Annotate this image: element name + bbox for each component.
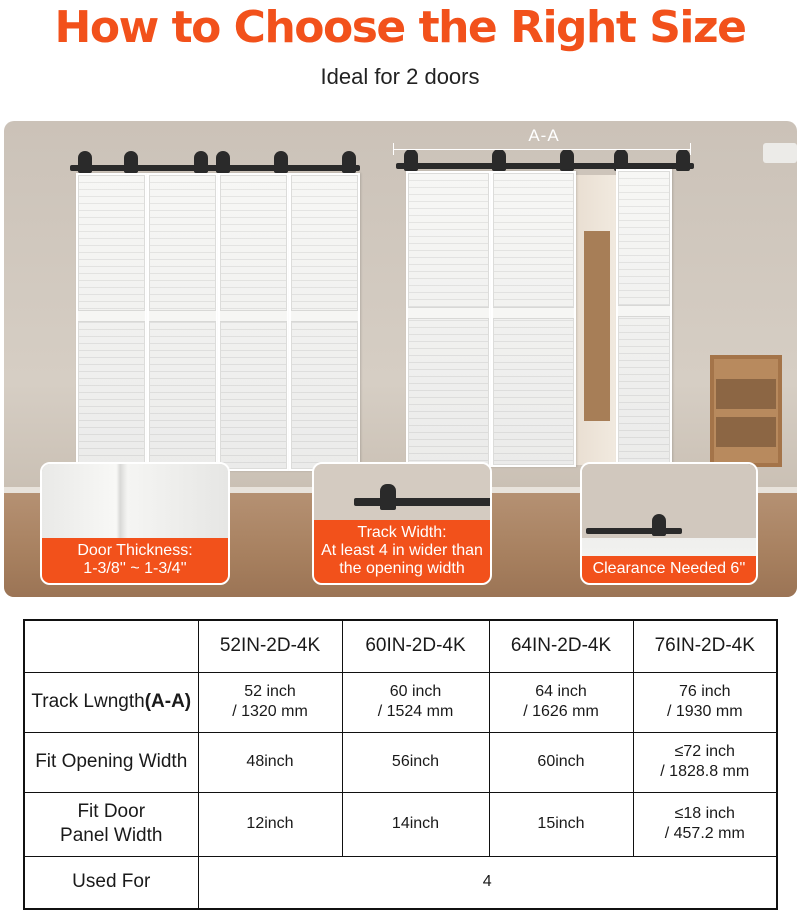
table-cell: 4 bbox=[198, 856, 777, 909]
door-panel bbox=[147, 173, 218, 471]
dimension-line bbox=[393, 149, 690, 150]
background-wood-door bbox=[584, 231, 610, 421]
column-header: 52IN-2D-4K bbox=[198, 620, 342, 672]
dimension-label: A-A bbox=[528, 126, 560, 145]
door-panel bbox=[616, 169, 672, 465]
column-header: 64IN-2D-4K bbox=[489, 620, 633, 672]
row-label: Used For bbox=[24, 856, 198, 909]
column-header: 60IN-2D-4K bbox=[342, 620, 489, 672]
open-bifold-door bbox=[616, 169, 672, 465]
track-hanger bbox=[492, 149, 506, 171]
door-panel bbox=[218, 173, 289, 471]
wood-shelf bbox=[710, 355, 782, 467]
air-conditioner-unit bbox=[763, 143, 797, 163]
size-spec-table bbox=[23, 619, 778, 910]
left-bifold-doors bbox=[76, 173, 360, 471]
track-width-callout bbox=[312, 462, 492, 585]
track-hanger bbox=[676, 149, 690, 171]
door-thickness-label: Door Thickness: 1-3/8'' ~ 1-3/4'' bbox=[42, 538, 228, 583]
dimension-tick bbox=[690, 143, 691, 155]
right-bifold-doors bbox=[406, 171, 576, 467]
track-width-label: Track Width: At least 4 in wider than the opening width bbox=[314, 520, 490, 583]
shelf-compartment bbox=[716, 379, 776, 409]
track-hanger bbox=[274, 151, 288, 173]
table-cell: 15inch bbox=[489, 792, 633, 856]
track-hanger bbox=[194, 151, 208, 173]
product-scene-image bbox=[4, 121, 797, 597]
track-hanger bbox=[78, 151, 92, 173]
track-hanger bbox=[404, 149, 418, 171]
table-cell: 60inch bbox=[489, 732, 633, 792]
table-cell: 56inch bbox=[342, 732, 489, 792]
table-cell: 52 inch / 1320 mm bbox=[198, 672, 342, 732]
door-panel bbox=[406, 171, 491, 467]
column-header: 76IN-2D-4K bbox=[633, 620, 777, 672]
table-cell: 14inch bbox=[342, 792, 489, 856]
page-title: How to Choose the Right Size bbox=[54, 2, 746, 53]
door-panel bbox=[289, 173, 360, 471]
table-cell: ≤18 inch / 457.2 mm bbox=[633, 792, 777, 856]
row-label: Track Lwngth(A-A) bbox=[24, 672, 198, 732]
track-hanger bbox=[124, 151, 138, 173]
clearance-label: Clearance Needed 6'' bbox=[582, 556, 756, 583]
shelf-compartment bbox=[716, 417, 776, 447]
track-hanger bbox=[216, 151, 230, 173]
clearance-callout bbox=[580, 462, 758, 585]
track-hanger bbox=[560, 149, 574, 171]
track-hanger bbox=[652, 514, 666, 536]
table-row-track-length bbox=[24, 672, 777, 732]
table-cell: ≤72 inch / 1828.8 mm bbox=[633, 732, 777, 792]
row-label: Fit Opening Width bbox=[24, 732, 198, 792]
left-track-rail bbox=[70, 165, 360, 171]
track-hanger bbox=[614, 149, 628, 171]
door-thickness-callout bbox=[40, 462, 230, 585]
table-header-empty bbox=[24, 620, 198, 672]
table-header-row bbox=[24, 620, 777, 672]
table-row-fit-opening bbox=[24, 732, 777, 792]
row-label: Fit Door Panel Width bbox=[24, 792, 198, 856]
dimension-tick bbox=[393, 143, 394, 155]
page-subtitle: Ideal for 2 doors bbox=[320, 64, 480, 89]
table-cell: 76 inch / 1930 mm bbox=[633, 672, 777, 732]
table-cell: 12inch bbox=[198, 792, 342, 856]
table-cell: 64 inch / 1626 mm bbox=[489, 672, 633, 732]
table-row-fit-panel bbox=[24, 792, 777, 856]
table-row-used-for bbox=[24, 856, 777, 909]
track-hanger bbox=[342, 151, 356, 173]
door-panel bbox=[76, 173, 147, 471]
track-closeup bbox=[354, 498, 492, 506]
track-closeup bbox=[586, 528, 682, 534]
table-cell: 48inch bbox=[198, 732, 342, 792]
table-cell: 60 inch / 1524 mm bbox=[342, 672, 489, 732]
track-hanger bbox=[380, 484, 396, 510]
door-panel bbox=[491, 171, 576, 467]
